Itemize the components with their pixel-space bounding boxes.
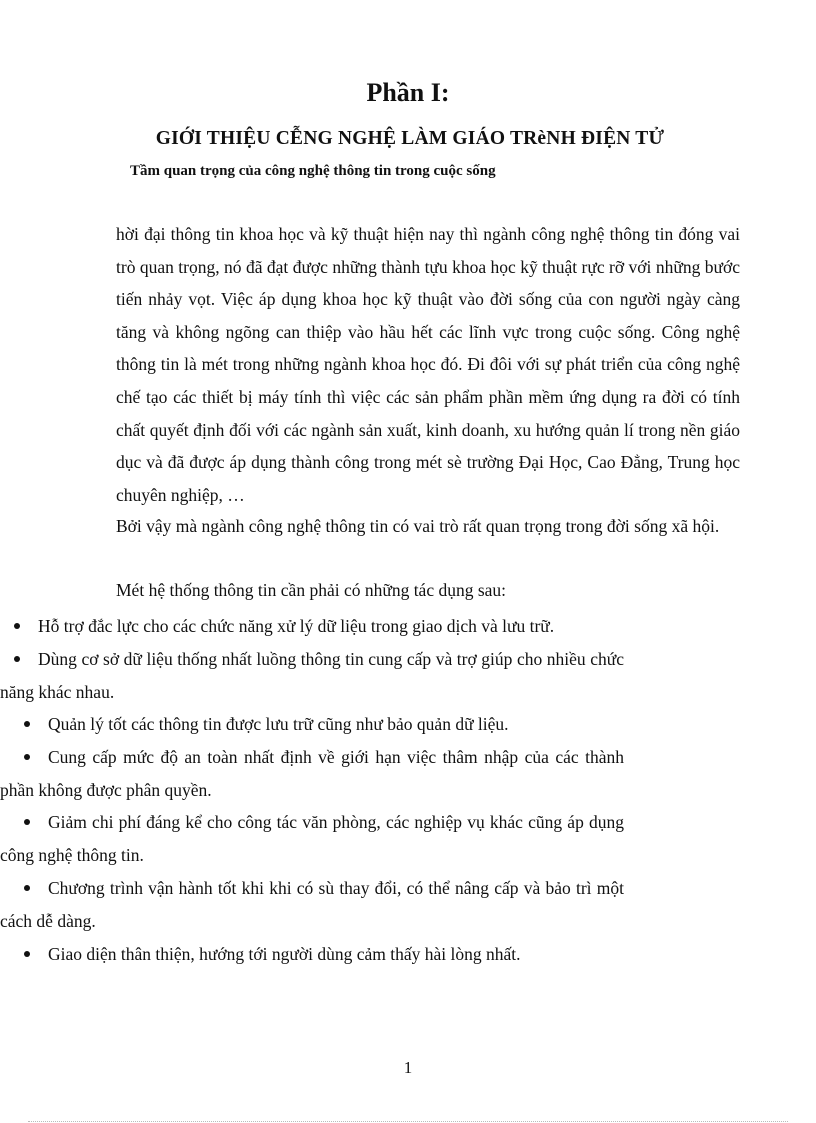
paragraph-requirements: Mét hệ thống thông tin cần phải có những tác dụng sau: (116, 580, 507, 600)
bullet-dot-icon (14, 656, 20, 662)
paragraph-importance: Bởi vậy mà ngành công nghệ thông tin có vai trò rất quan trọng trong đời sống xã hội. (116, 516, 720, 536)
part-title: Phần I: (366, 78, 450, 107)
page-bottom-divider (28, 1121, 788, 1122)
bullet-dot-icon (24, 721, 30, 727)
bullet-dot-icon (24, 885, 30, 891)
bullet-text: Cung cấp mức độ an toàn nhất định về giới hạn việc thâm nhập của các thành phần không được phân quyền. (0, 747, 624, 800)
bullet-text: Giảm chi phí đáng kể cho công tác văn phòng, các nghiệp vụ khác cũng áp dụng công nghệ thông tin. (0, 812, 624, 865)
bullet-text: Hỗ trợ đắc lực cho các chức năng xử lý dữ liệu trong giao dịch và lưu trữ. (38, 616, 555, 636)
bullet-text: Dùng cơ sở dữ liệu thống nhất luồng thông tin cung cấp và trợ giúp cho nhiều chức năng khác nhau. (0, 649, 624, 702)
bullet-item (0, 741, 624, 806)
bullet-text: Chương trình vận hành tốt khi khi có sù thay đổi, có thể nâng cấp và bảo trì một cách dễ dàng. (0, 878, 624, 931)
bullet-item (0, 806, 624, 871)
bullet-dot-icon (24, 754, 30, 760)
bullet-item (0, 938, 624, 971)
bullet-dot-icon (14, 623, 20, 629)
bullet-text: Giao diện thân thiện, hướng tới người dùng cảm thấy hài lòng nhất. (48, 944, 521, 964)
bullet-item (0, 643, 624, 708)
page-number: 1 (403, 1058, 413, 1077)
section-heading: Tầm quan trọng của công nghệ thông tin trong cuộc sống (130, 163, 496, 179)
bullet-item (0, 610, 624, 643)
paragraph-intro: hời đại thông tin khoa học và kỹ thuật hiện nay thì ngành công nghệ thông tin đóng vai trò quan trọng, nó đã đạt được những thành tựu khoa học kỹ thuật rực rỡ với những bước tiến nhảy vọt. Việc áp dụng khoa học kỹ thuật vào đời sống của con người ngày càng tăng và không ngõng can thiệp vào hầu hết các lĩnh vực trong cuộc sống. Công nghệ thông tin là mét trong những ngành khoa học đó. Đi đôi với sự phát triển của công nghệ chế tạo các thiết bị máy tính thì việc các sản phẩm phần mềm ứng dụng ra đời có tính chất quyết định đối với các ngành sản xuất, kinh doanh, xu hướng quản lí trong nền giáo dục và đã được áp dụng thành công trong mét sè trường Đại Học, Cao Đẳng, Trung học chuyên nghiệp, … (116, 224, 740, 505)
bullet-text: Quản lý tốt các thông tin được lưu trữ cũng như bảo quản dữ liệu. (48, 714, 509, 734)
bullet-dot-icon (24, 951, 30, 957)
bullet-item (0, 708, 624, 741)
bullet-dot-icon (24, 819, 30, 825)
chapter-title: GIỚI THIỆU CỄNG NGHỆ LÀM GIÁO TRèNH ĐIỆN TỬ (155, 128, 665, 149)
bullet-item (0, 872, 624, 937)
